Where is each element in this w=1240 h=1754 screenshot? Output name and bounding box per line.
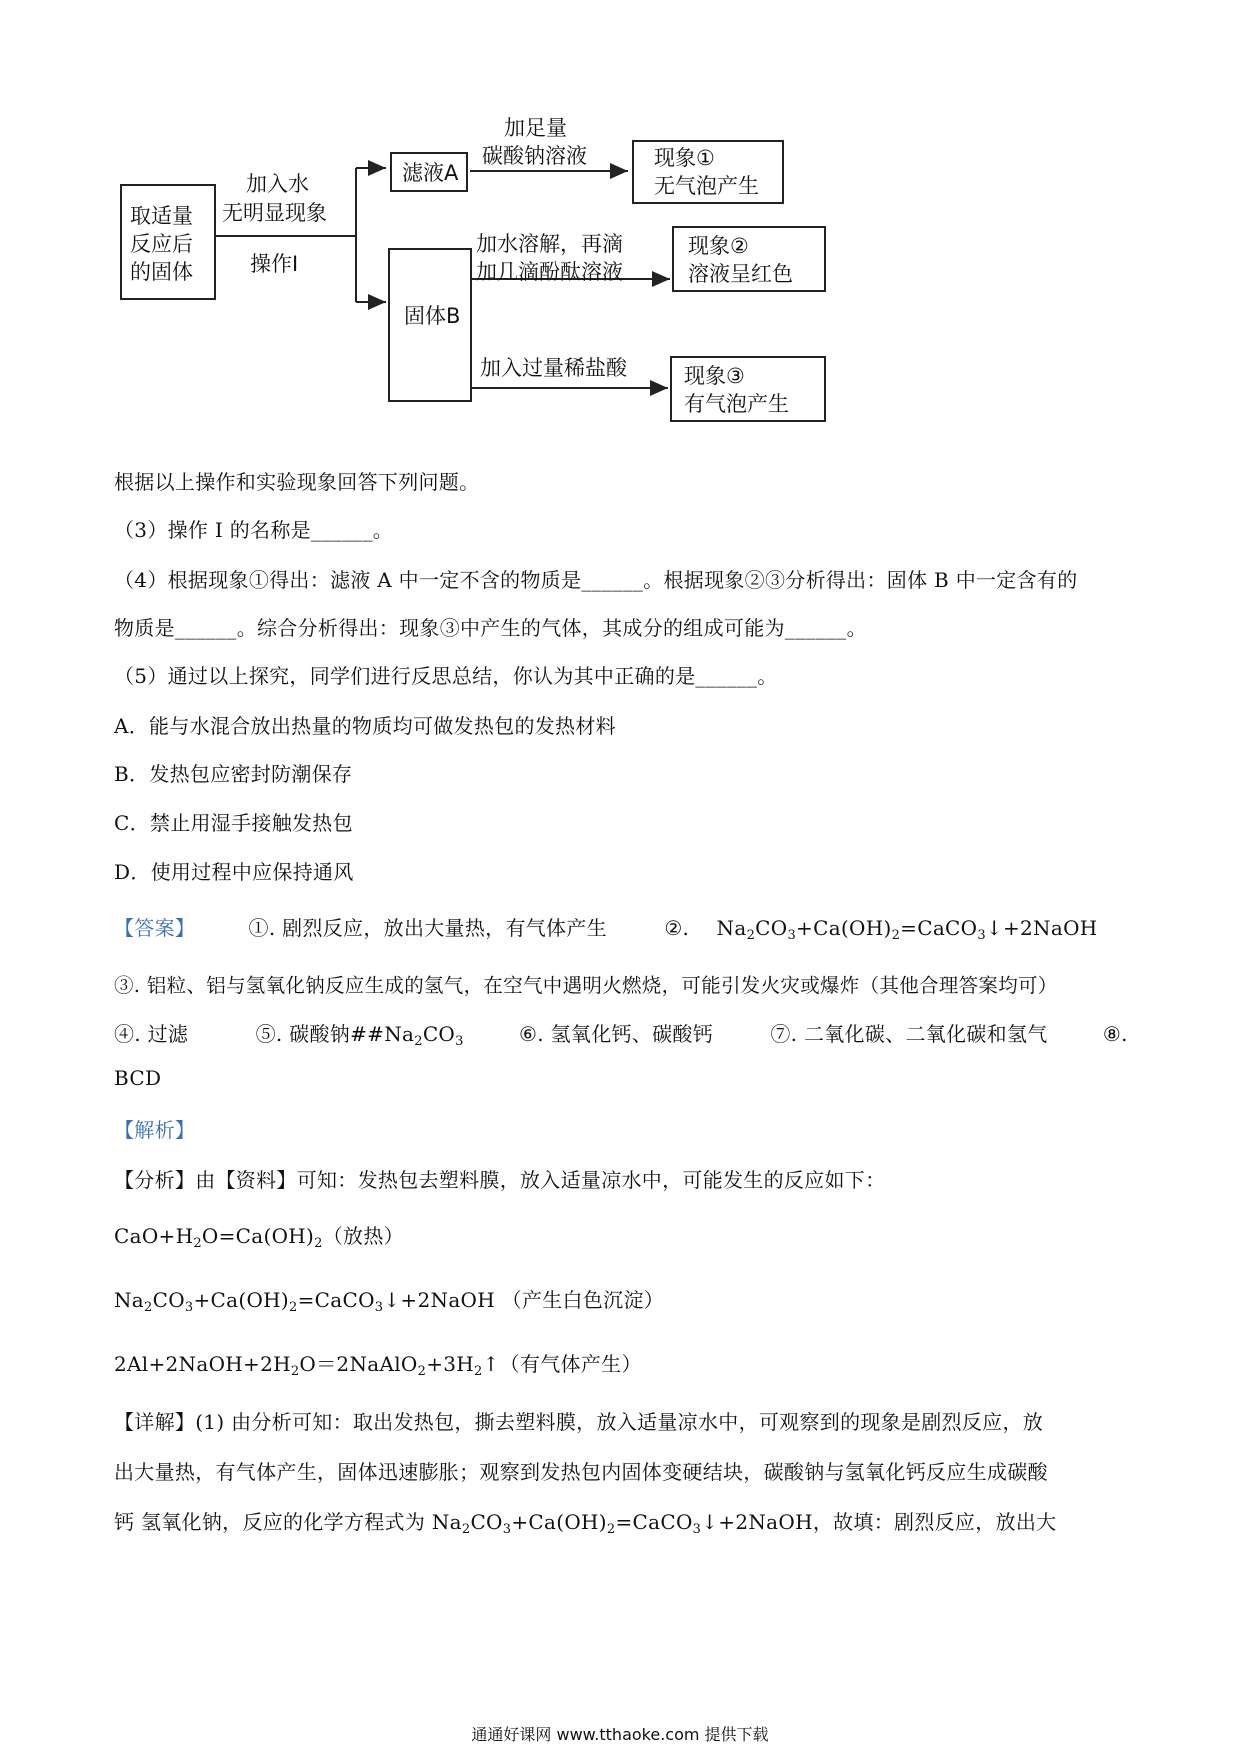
question-4-line-2: 物质是______。综合分析得出：现象③中产生的气体，其成分的组成可能为______。 [114,616,867,640]
equation-2-note: （产生白色沉淀） [501,1288,665,1312]
option-d: D．使用过程中应保持通风 [114,860,354,884]
analysis-tag: 【解析】 [114,1118,196,1142]
equation-1-note: （放热） [322,1224,404,1248]
start-box [120,184,216,300]
answer-6: ⑥. 氢氧化钙、碳酸钙 [519,1022,713,1046]
reagent-label-1a: 加足量 [504,116,567,140]
answer-5-formula: $Na_2CO_3$ [384,1022,464,1049]
intro-text: 根据以上操作和实验现象回答下列问题。 [114,470,480,494]
detail-line-3-prefix: 钙 氢氧化钠，反应的化学方程式为 [114,1510,426,1534]
reagent-label-2a: 加水溶解，再滴 [476,232,623,256]
phenomenon-2-text: 溶液呈红色 [688,262,793,286]
phenomenon-2-title: 现象② [688,234,749,258]
solid-box [388,248,472,402]
phenomenon-3-box [670,356,826,422]
equation-2-formula: $Na_2CO_3+Ca(OH)_2=CaCO_3↓+2NaOH$ [114,1288,502,1315]
page-footer: 通通好课网 www.tthaoke.com 提供下载 [471,1725,769,1744]
phenomenon-3-text: 有气泡产生 [684,392,789,416]
reagent-label-1b: 碳酸钠溶液 [482,144,587,168]
option-a: A．能与水混合放出热量的物质均可做发热包的发热材料 [114,714,616,738]
reagent-label-3: 加入过量稀盐酸 [480,356,627,380]
filtrate-label: 滤液A [402,161,459,185]
answer-3: ③. 铝粒、铝与氢氧化钠反应生成的氢气，在空气中遇明火燃烧，可能引发火灾或爆炸（其他合理答案均可） [114,974,1058,997]
phenomenon-1-text: 无气泡产生 [654,174,759,198]
reagent-label-2b: 加几滴酚酞溶液 [476,260,623,284]
equation-2 [114,1284,664,1313]
option-b: B．发热包应密封防潮保存 [114,762,353,786]
detail-equation: $Na_2CO_3+Ca(OH)_2=CaCO_3↓+2NaOH$ [431,1510,813,1537]
answer-8-value: BCD [114,1066,162,1090]
question-5: （5）通过以上探究，同学们进行反思总结，你认为其中正确的是______。 [114,664,778,688]
answer-line-1 [114,912,1098,941]
detail-line-3-suffix: ，故填：剧烈反应，放出大 [812,1510,1057,1534]
equation-3-note: （有气体产生） [499,1352,642,1376]
answer-tag: 【答案】 [114,916,196,940]
answer-7: ⑦. 二氧化碳、二氧化碳和氢气 [770,1022,1048,1046]
analysis-intro: 【分析】由【资料】可知：发热包去塑料膜，放入适量凉水中，可能发生的反应如下： [114,1168,886,1192]
op-label-top-1: 加入水 [246,172,309,196]
solid-label: 固体B [404,304,461,328]
detail-line-1: 【详解】(1) 由分析可知：取出发热包，撕去塑料膜，放入适量凉水中，可观察到的现象是剧烈反应，放 [114,1410,1044,1434]
equation-1 [114,1220,404,1249]
detail-line-3 [114,1506,1056,1535]
equation-3-formula: $2Al+2NaOH+2H_2O=2NaAlO_2+3H_2↑$ [114,1352,500,1379]
equation-1-formula: $CaO+H_2O=Ca(OH)_2$ [114,1224,323,1251]
answer-2-prefix: ②. [664,916,690,940]
answer-line-3 [114,1018,1128,1047]
question-3: （3）操作 I 的名称是______。 [114,518,394,542]
start-line-1: 取适量 [130,204,193,228]
experiment-flowchart [0,0,1240,430]
phenomenon-2-box [672,226,826,292]
phenomenon-1-box [632,140,784,204]
op-label-bottom: 操作I [250,252,299,276]
answer-5-prefix: ⑤. 碳酸钠## [255,1022,385,1046]
answer-8: ⑧. [1102,1022,1128,1046]
answer-2-equation: $Na_2CO_3+Ca(OH)_2=CaCO_3↓+2NaOH$ [716,916,1098,943]
question-4-line-1: （4）根据现象①得出：滤液 A 中一定不含的物质是______。根据现象②③分析得出：固体 B 中一定含有的 [114,568,1078,592]
filtrate-box [390,152,468,192]
answer-4: ④. 过滤 [114,1022,189,1046]
phenomenon-3-title: 现象③ [684,364,745,388]
equation-3 [114,1348,642,1377]
option-c: C．禁止用湿手接触发热包 [114,811,353,835]
detail-line-2: 出大量热，有气体产生，固体迅速膨胀；观察到发热包内固体变硬结块，碳酸钠与氢氧化钙反应生成碳酸 [114,1460,1048,1484]
phenomenon-1-title: 现象① [654,146,715,170]
op-label-top-2: 无明显现象 [222,201,327,225]
start-line-2: 反应后 [130,232,193,256]
start-line-3: 的固体 [130,260,193,284]
answer-1: ①. 剧烈反应，放出大量热，有气体产生 [248,916,607,940]
